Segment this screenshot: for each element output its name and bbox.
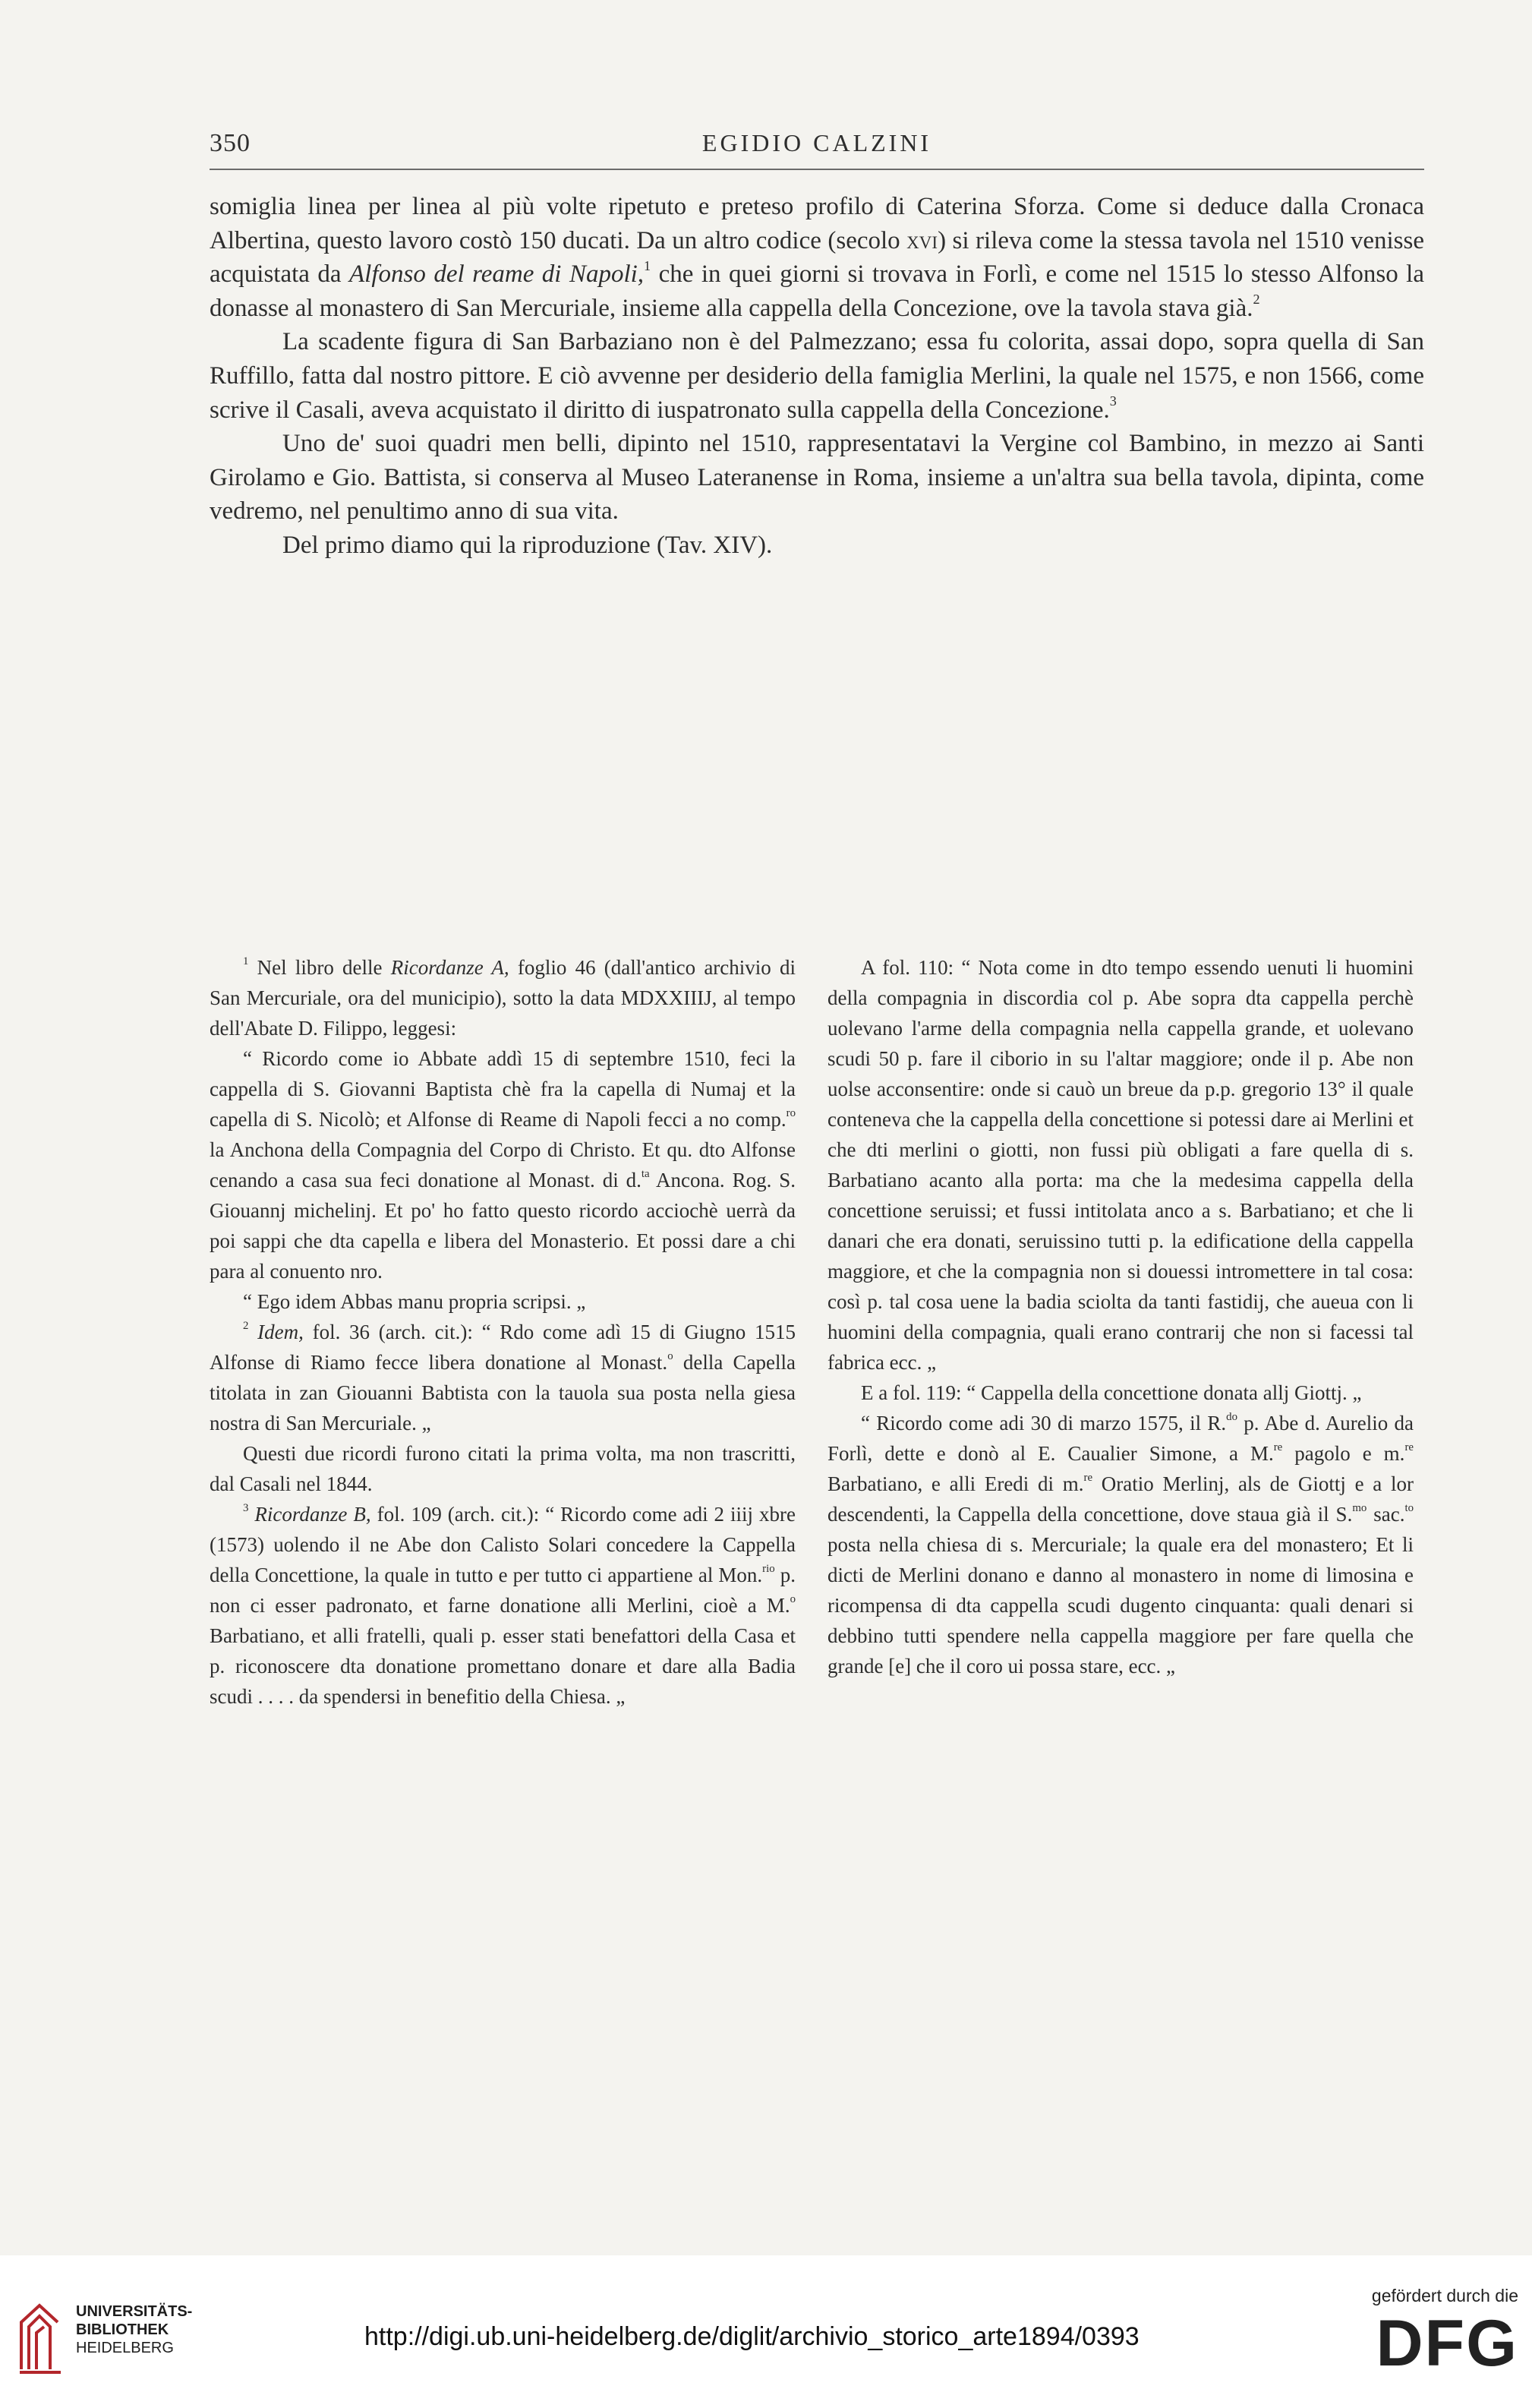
page-number: 350 bbox=[210, 129, 251, 157]
university-library-logo[interactable] bbox=[17, 2299, 206, 2383]
footnote-2: $^2$ Idem, fol. 36 (arch. cit.): “ Rdo come adì 15 di Giugno 1515 Alfonse di Riamo fecce libera donatione al Monast.$^o$ della Capella titolata in zan Giouanni Babtista con la tauola sua posta nella giesa nostra di San Mercuriale. „ bbox=[210, 1320, 796, 1434]
emphasis: Alfonso del reame di Napoli, bbox=[349, 260, 645, 289]
footnote-ref[interactable]: 2 bbox=[1253, 292, 1260, 308]
footnote-1: $^1$ Nel libro delle Ricordanze A, foglio 46 (dall'antico archivio di San Mercuriale, ora del municipio), sotto la data MDXXIIIJ, al tempo dell'Abate D. Filippo, leggesi: bbox=[210, 955, 796, 1040]
footnote-ref[interactable]: 1 bbox=[644, 257, 651, 273]
library-name: UNIVERSITÄTS- BIBLIOTHEK HEIDELBERG bbox=[76, 2303, 193, 2356]
footnote-3-cont-1: A fol. 110: “ Nota come in dto tempo essendo uenuti li huomini della compagnia in discordia col p. Abe sopra dta cappella perchè uolevano l'arme della compagnia nella cappella grande, et uolevano scudi 50 p. fare il ciborio in su l'altar maggiore; onde il p. Abe non uolse acconsentire: onde si cauò un breue da p.p. gregorio 13° il quale conteneva che la cappella della concettione si potessi dare ai Merlini et che dti merlini o giotti, non fussi più obligati a fare quella di s. Barbatiano acanto alla porta: ma che la medesima cappella della concettione seruissi; et fussi intitolata anco a s. Barbatiano; et che li danari che era donati, seruissino tutti p. la edificatione della cappella maggiore, et che la compagnia non si douessi intromettere in tal cosa: così p. tal cosa uene la badia sciolta da tanti fastidij, che aueua con li huomini della compagnia, quali erano contrarij che non si facessi tal fabrica ecc. „ bbox=[827, 956, 1414, 1374]
dfg-logo[interactable] bbox=[1359, 2286, 1526, 2392]
running-title: EGIDIO CALZINI bbox=[701, 129, 932, 156]
footnote-2-note: Questi due ricordi furono citati la prima volta, ma non trascritti, dal Casali nel 1844. bbox=[210, 1442, 796, 1495]
paragraph-2: La scadente figura di San Barbaziano non è del Palmezzano; essa fu colorita, assai dopo, sopra quella di San Ruffillo, fatta dal nostro pittore. E ciò avvenne per desiderio della famiglia Merlini, la quale nel 1575, e non 1566, come scrive il Casali, aveva acquistato il diritto di iuspatronato sulla cappella della Concezione.$^3$ bbox=[210, 328, 1424, 424]
footnote-3-cont-3: “ Ricordo come adi 30 di marzo 1575, il R.$^{do}$ p. Abe d. Aurelio da Forlì, dette e donò al E. Caualier Simone, a M.$^{re}$ pagolo e m.$^{re}$ Barbatiano, e alli Eredi di m.$^{re}$ Oratio Merlinj, als de Giottj e a lor descendenti, la Cappella della concettione, dove staua già il S.$^{mo}$ sac.$^{to}$ posta nella chiesa di s. Mercuriale; la quale era del monastero; Et li dicti de Merlini donano e danno al monastero in nome di limosina e ricompensa di dta cappella scudi dugento cinquanta: quali denari si debbino tutti spendere nella cappella maggiore per fare quella che grande [e] che il coro ui possa stare, ecc. „ bbox=[827, 1411, 1414, 1677]
footnote-1-signature: “ Ego idem Abbas manu propria scripsi. „ bbox=[243, 1290, 586, 1313]
footnotes-right-column bbox=[827, 952, 1414, 1681]
paragraph-1: somiglia linea per linea al più volte ripetuto e preteso profilo di Caterina Sforza. Come si deduce dalla Cronaca Albertina, questo lavoro costò 150 ducati. Da un altro codice (secolo xvi) si rileva come la stessa tavola nel 1510 venisse acquistata da Alfonso del reame di Napoli,$^1$ che in quei giorni si trovava in Forlì, e come nel 1515 lo stesso Alfonso la donasse al monastero di San Mercuriale, insieme alla cappella della Concezione, ove la tavola stava già.$^2$ bbox=[210, 193, 1424, 322]
paragraph-3: Uno de' suoi quadri men belli, dipinto nel 1510, rappresentatavi la Vergine col Bambino, in mezzo ai Santi Girolamo e Gio. Battista, si conserva al Museo Lateranense in Roma, insieme a un'altra sua bella tavola, dipinta, come vedremo, nel penultimo anno di sua vita. bbox=[210, 430, 1424, 525]
century-numeral: xvi bbox=[906, 226, 938, 254]
source-url-link[interactable]: http://digi.ub.uni-heidelberg.de/diglit/archivio_storico_arte1894/0393 bbox=[364, 2322, 1140, 2351]
main-text bbox=[210, 190, 1424, 563]
library-logo-icon bbox=[17, 2299, 64, 2377]
page-header bbox=[210, 129, 1424, 167]
dfg-wordmark: DFG bbox=[1376, 2307, 1518, 2380]
digitization-footer bbox=[0, 2255, 1532, 2408]
footnote-3-cont-2: E a fol. 119: “ Cappella della concettione donata allj Giottj. „ bbox=[861, 1381, 1362, 1404]
footnote-3: $^3$ Ricordanze B, fol. 109 (arch. cit.): “ Ricordo come adi 2 iiij xbre (1573) uolendo il ne Abe don Calisto Solari concedere la Cappella della Concettione, la quale in tutto e per tutto ci appartiene al Mon.$^{rio}$ p. non ci esser padronato, et farne donatione alli Merlini, cioè a M.$^o$ Barbatiano, et alli fratelli, quali p. esser stati benefattori della Casa et p. riconoscere dta donatione promettano donare et dare alla Badia scudi . . . . da spendersi in benefitio della Chiesa. „ bbox=[210, 1502, 796, 1708]
footnote-1-quote: “ Ricordo come io Abbate addì 15 di septembre 1510, feci la cappella di S. Giovanni Baptista chè fra la capella di Numaj et la capella di S. Nicolò; et Alfonse di Reame di Napoli fecci a no comp.$^{ro}$ la Anchona della Compagnia del Corpo di Christo. Et qu. dto Alfonse cenando a casa sua feci donatione al Monast. di d.$^{ta}$ Ancona. Rog. S. Giouannj michelinj. Et po' ho fatto questo ricordo acciochè uerrà da poi sappi che dta capella e libera del Monasterio. Et possi dare a chi para al conuento nro. bbox=[210, 1047, 796, 1283]
funding-note: gefördert durch die bbox=[1371, 2286, 1518, 2305]
footnote-ref[interactable]: 3 bbox=[1109, 393, 1117, 409]
header-rule bbox=[210, 169, 1424, 170]
paragraph-4: Del primo diamo qui la riproduzione (Tav. XIV). bbox=[282, 531, 773, 559]
footnotes-left-column bbox=[210, 952, 796, 1712]
